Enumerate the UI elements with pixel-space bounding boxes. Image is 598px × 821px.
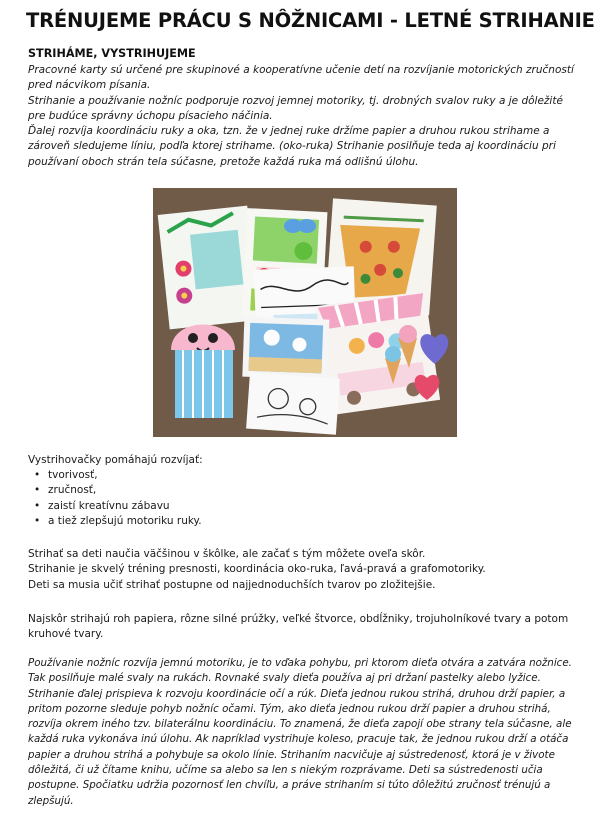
learning-line: Strihanie je skvelý tréning presnosti, koordinácia oko-ruka, ľavá-pravá a grafomotoriky. (28, 563, 486, 576)
list-item: • zaistí kreatívnu zábavu (48, 499, 202, 514)
learning-line: Deti sa musia učiť strihať postupne od najjednoduchších tvarov po zložitejšie. (28, 578, 436, 591)
worksheets-illustration (153, 188, 457, 437)
worksheets-photo (153, 188, 457, 437)
benefits-list (28, 468, 202, 529)
learning-line: Strihať sa deti naučia väčšinou v škôlke, ale začať s tým môžete oveľa skôr. (28, 548, 426, 560)
final-paragraph: Používanie nožníc rozvíja jemnú motoriku, je to vďaka pohybu, pri ktorom dieťa otvára a zatvára nožnice. Tak posilňuje malé svaly na rukách. Rovnaké svaly dieťa používa aj pri držaní pastelky alebo lyžice. Strihanie ďalej prispieva k rozvoju koordinácie očí a rúk. Dieťa jednou rukou strihá, druhou drží papier, a pritom pozorne sleduje pohyb nožníc očami. Tým, ako dieťa jednou rukou drží papier a druhou strihá, rozvíja okrem iného tzv. bilaterálnu koordináciu. To znamená, že dieťa zapojí obe strany tela súčasne, ale každá ruka vykonáva inú úlohu. Ak napríklad vystrihuje koleso, pracuje tak, že jednou rukou drží a otáča papier a druhou strihá a pohybuje sa okolo línie. Strihaním nacvičuje aj sústredenosť, ktorá je v živote dôležitá, či už čítame knihu, učíme sa alebo sa len s niekým rozprávame. Deti sa sústredenosti učia postupne. Spočiatku udržia pozornosť len chvíľu, a práve strihaním si túto dôležitú zručnosť trénujú a zlepšujú. (28, 657, 572, 807)
list-intro: Vystrihovačky pomáhajú rozvíjať: (28, 454, 203, 466)
intro-block (28, 63, 580, 170)
section-heading: STRIHÁME, VYSTRIHUJEME (28, 47, 196, 60)
list-item: • a tiež zlepšujú motoriku ruky. (48, 514, 202, 529)
learning-block (28, 547, 580, 593)
coloring-sheet (246, 373, 340, 435)
list-item: • zručnosť, (48, 483, 202, 498)
page-title: TRÉNUJEME PRÁCU S NÔŽNICAMI - LETNÉ STRIHANIE (26, 9, 595, 32)
shapes-paragraph-block (28, 612, 580, 643)
intro-paragraph: Strihanie a používanie nožníc podporuje rozvoj jemnej motoriky, tj. drobných svalov ruky a je dôležité pre budúce správny úchopu písacieho náčinia. (28, 94, 563, 122)
intro-paragraph: Ďalej rozvíja koordináciu ruky a oka, tzn. že v jednej ruke držíme papier a druhou rukou strihame a zároveň sledujeme líniu, podľa ktorej strihame. (oko-ruka) Strihanie posilňuje teda aj koordináciu pri používaní oboch strán tela súčasne, pretože každá ruka má odlišnú úlohu. (28, 125, 556, 168)
jellyfish-cutout (171, 325, 235, 419)
list-item: • tvorivosť, (48, 468, 202, 483)
intro-paragraph: Pracovné karty sú určené pre skupinové a kooperatívne učenie detí na rozvíjanie motorických zručností pred nácvikom písania. (28, 64, 574, 92)
sea-sheet (242, 317, 329, 380)
shapes-paragraph: Najskôr strihajú roh papiera, rôzne silné prúžky, veľké štvorce, obdĺžniky, trojuholníkové tvary a potom kruhové tvary. (28, 613, 569, 641)
